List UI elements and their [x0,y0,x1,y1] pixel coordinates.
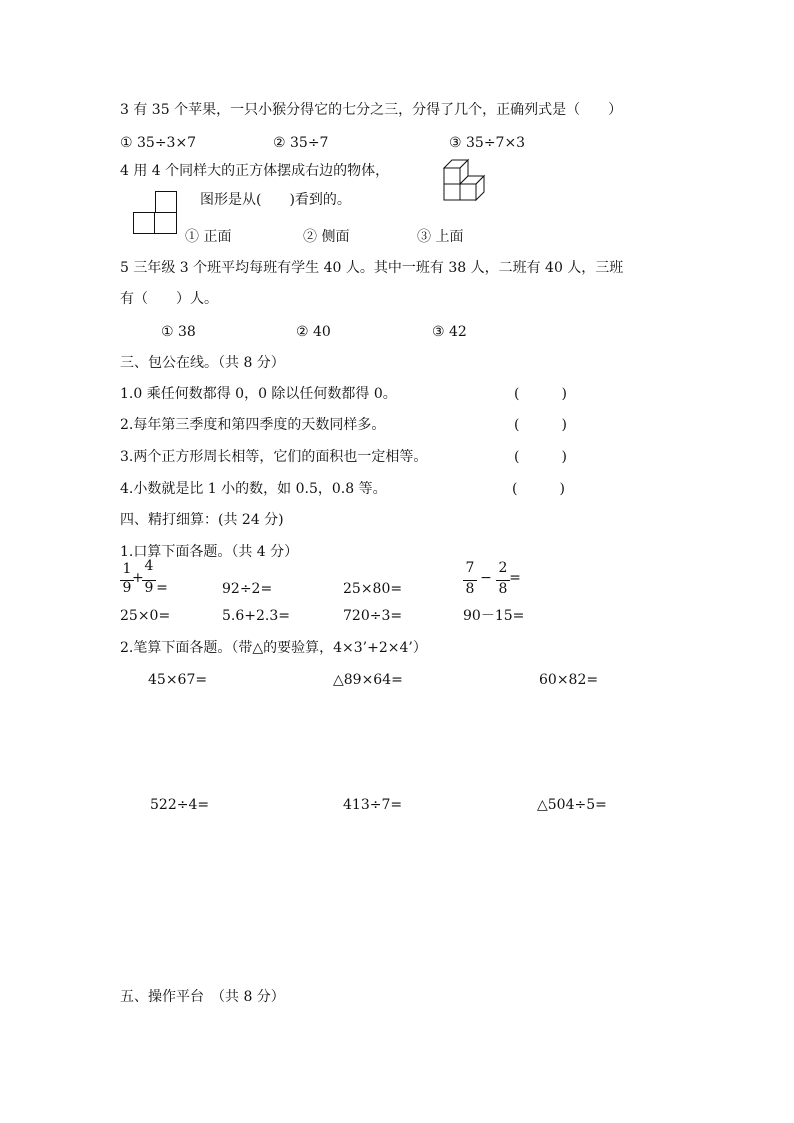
cube-stack-figure [434,157,494,209]
written-problem-522-div-4: 522÷4= [150,797,210,813]
q5-option-1: ① 38 [161,324,196,340]
fraction-numerator: 1 [122,561,132,577]
q4-mid: 图形是从( )看到的。 [200,192,351,208]
judge-bracket-1[interactable]: ( ) [514,386,567,402]
q4-stem: 4 用 4 个同样大的正方体摆成右边的物体， [120,163,390,179]
judge-item-1: 1.0 乘任何数都得 0，0 除以任何数都得 0。 [120,386,397,402]
fraction-numerator: 7 [465,560,475,576]
mental-math-heading: 1.口算下面各题。（共 4 分） [120,544,299,560]
written-problem-45-times-67: 45×67= [148,672,208,688]
fraction-operator: + [132,570,144,586]
q4-option-3: ③ 上面 [417,229,464,245]
written-problem-413-div-7: 413÷7= [343,797,403,813]
fraction-denominator: 9 [122,580,132,596]
mental-problem-90-minus-15: 90－15= [463,608,525,624]
fraction-denominator: 9 [144,580,154,596]
mental-problem-720-div-3: 720÷3= [343,608,403,624]
section5-title: 五、操作平台 （共 8 分） [120,989,285,1005]
q3-option-2: ② 35÷7 [273,135,329,151]
written-problem-504-div-5: △504÷5= [537,797,607,813]
fraction-numerator: 4 [144,558,154,574]
q3-option-1: ① 35÷3×7 [120,135,197,151]
mental-problem-92-div-2: 92÷2= [222,581,273,597]
fraction-denominator: 8 [465,581,475,597]
section4-title: 四、精打细算：(共 24 分) [120,512,284,528]
fraction-diff-7-8-minus-2-8 [463,560,533,600]
written-calc-heading: 2.笔算下面各题。（带△的要验算，4×3’+2×4’） [120,640,427,656]
q5-stem: 5 三年级 3 个班平均每班有学生 40 人。其中一班有 38 人，二班有 40 人，三班 [120,260,624,276]
q5-option-2: ② 40 [296,324,331,340]
judge-item-2: 2.每年第三季度和第四季度的天数同样多。 [120,417,386,433]
q4-option-1: ① 正面 [185,229,232,245]
q4-option-2: ② 侧面 [303,229,350,245]
fraction-operator: − [480,570,492,586]
q3-stem: 3 有 35 个苹果，一只小猴分得它的七分之三，分得了几个，正确列式是（ ） [120,102,623,118]
q5-stem-2: 有（ ）人。 [120,291,218,307]
mental-problem-5.6-plus-2.3: 5.6+2.3= [222,608,290,624]
section3-title: 三、包公在线。（共 8 分） [120,355,285,371]
fraction-denominator: 8 [498,581,508,597]
judge-item-3: 3.两个正方形周长相等，它们的面积也一定相等。 [120,449,428,465]
judge-bracket-3[interactable]: ( ) [514,449,567,465]
q5-option-3: ③ 42 [432,324,467,340]
judge-bracket-2[interactable]: ( ) [514,417,567,433]
fraction-sum-1-9-plus-4-9 [120,558,180,599]
judge-bracket-4[interactable]: ( ) [512,481,565,497]
fraction-equals: = [156,580,168,596]
q3-option-3: ③ 35÷7×3 [449,135,526,151]
judge-item-4: 4.小数就是比 1 小的数，如 0.5，0.8 等。 [120,481,387,497]
fraction-equals: = [509,570,521,586]
fraction-numerator: 2 [498,560,508,576]
mental-problem-25-times-80: 25×80= [343,581,403,597]
view-shape-figure [133,191,179,237]
written-problem-89-times-64: △89×64= [333,672,403,688]
mental-problem-25-times-0: 25×0= [120,608,171,624]
written-problem-60-times-82: 60×82= [539,672,599,688]
